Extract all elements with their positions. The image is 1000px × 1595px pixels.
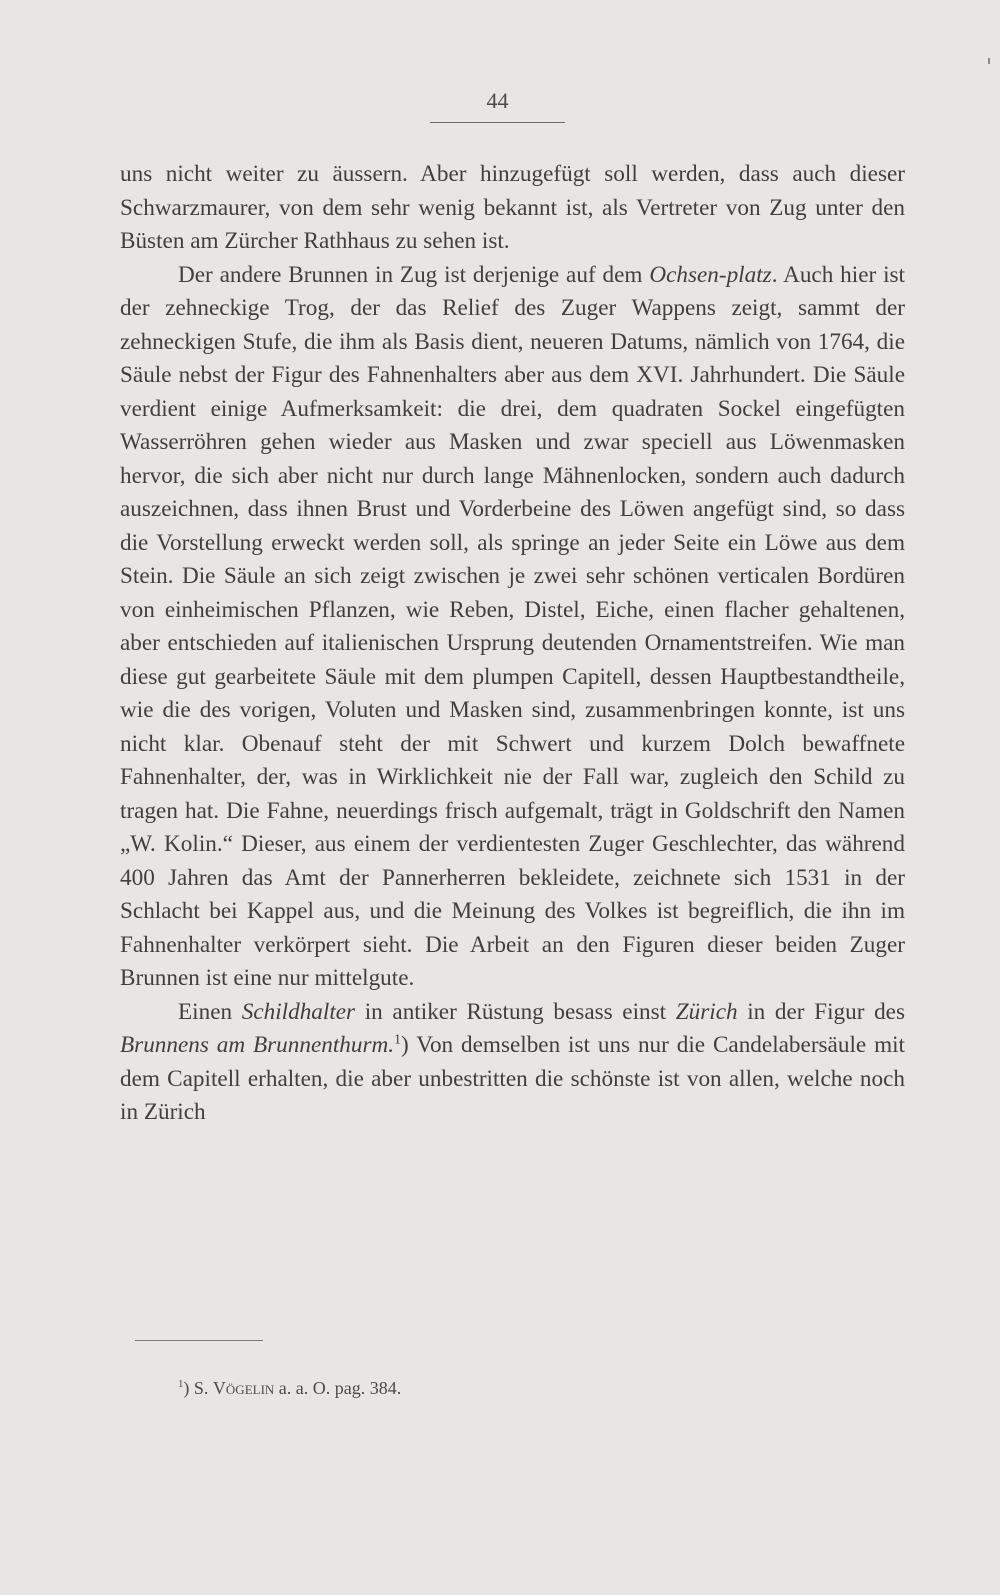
scan-speck <box>988 58 990 64</box>
body-text <box>120 158 905 1130</box>
text-run: uns nicht weiter zu äussern. Aber hinzugefügt soll werden, dass auch dieser Schwarzmaurer, von dem sehr wenig bekannt ist, als Vertreter von Zug unter den Büsten am Zürcher Rathhaus zu sehen ist. <box>120 161 905 254</box>
emphasis-text: Zürich <box>675 998 738 1025</box>
paragraph-p3 <box>120 996 905 1130</box>
emphasis-text: Brunnens am Brunnenthurm. <box>120 1032 395 1058</box>
page-number: 44 <box>486 88 509 113</box>
emphasis-text: Schildhalter <box>241 998 356 1025</box>
footnote-reference: a. a. O. pag. 384. <box>278 1378 402 1398</box>
emphasis-text: Ochsen-platz <box>649 261 772 288</box>
text-run: Der andere Brunnen in Zug ist derjenige auf dem <box>178 261 650 288</box>
footnote <box>178 1378 878 1399</box>
text-run: in der Figur des <box>737 998 905 1025</box>
text-run: in antiker Rüstung besass einst <box>355 998 676 1025</box>
paragraph-p1 <box>120 158 905 259</box>
footnote-author-initial: S. <box>193 1378 209 1398</box>
paragraph-p2 <box>120 259 905 996</box>
footnote-ref-marker: 1 <box>394 1032 401 1048</box>
text-run: . Auch hier ist der zehneckige Trog, der das Relief des Zuger Wappens zeigt, sammt der zehneckigen Stufe, die ihm als Basis dient, neueren Datums, nämlich von 1764, die Säule nebst der Figur des Fahnenhalters aber aus dem XVI. Jahrhundert. Die Säule verdient einige Aufmerksamkeit: die drei, dem quadraten Sockel eingefügten Wasserröhren gehen wieder aus Masken und zwar speciell aus Löwenmasken hervor, die sich aber nicht nur durch lange Mähnenlocken, sondern auch dadurch auszeichnen, dass ihnen Brust und Vorderbeine des Löwen angefügt sind, so dass die Vorstellung erweckt werden soll, als springe an jeder Seite ein Löwe aus dem Stein. Die Säule an sich zeigt zwischen je zwei sehr schönen verticalen Bordüren von einheimischen Pflanzen, wie Reben, Distel, Eiche, einen flacher gehaltenen, aber entschieden auf italienischen Ursprung deutenden Ornamentstreifen. Wie man diese gut gearbeitete Säule mit dem plumpen Capitell, dessen Hauptbestandtheile, wie die des vorigen, Voluten und Masken sind, zusammenbringen konnte, ist uns nicht klar. Obenauf steht der mit Schwert und kurzem Dolch bewaffnete Fahnenhalter, der, was in Wirklichkeit nie der Fall war, zugleich den Schild zu tragen hat. Die Fahne, neuerdings frisch aufgemalt, trägt in Goldschrift den Namen „W. Kolin.“ Dieser, aus einem der verdientesten Zuger Geschlechter, das während 400 Jahren das Amt der Pannerherren bekleidete, zeichnete sich 1531 in der Schlacht bei Kappel aus, und die Meinung des Volkes ist begreiflich, die ihn im Fahnenhalter verkörpert sieht. Die Arbeit an den Figuren dieser beiden Zuger Brunnen ist eine nur mittelgute. <box>120 261 905 991</box>
footnote-paren: ) <box>183 1378 190 1398</box>
footnote-marker: 1 <box>178 1378 184 1390</box>
text-run: ) Von demselben ist uns nur die Candelabersäule mit dem Capitell erhalten, die aber unbestritten die schönste ist von allen, welche noch in Zürich <box>120 1032 905 1125</box>
header-rule <box>430 122 565 123</box>
footnote-rule <box>135 1340 263 1341</box>
text-run: Einen <box>178 998 242 1025</box>
footnote-author-name: Vögelin <box>212 1378 275 1398</box>
